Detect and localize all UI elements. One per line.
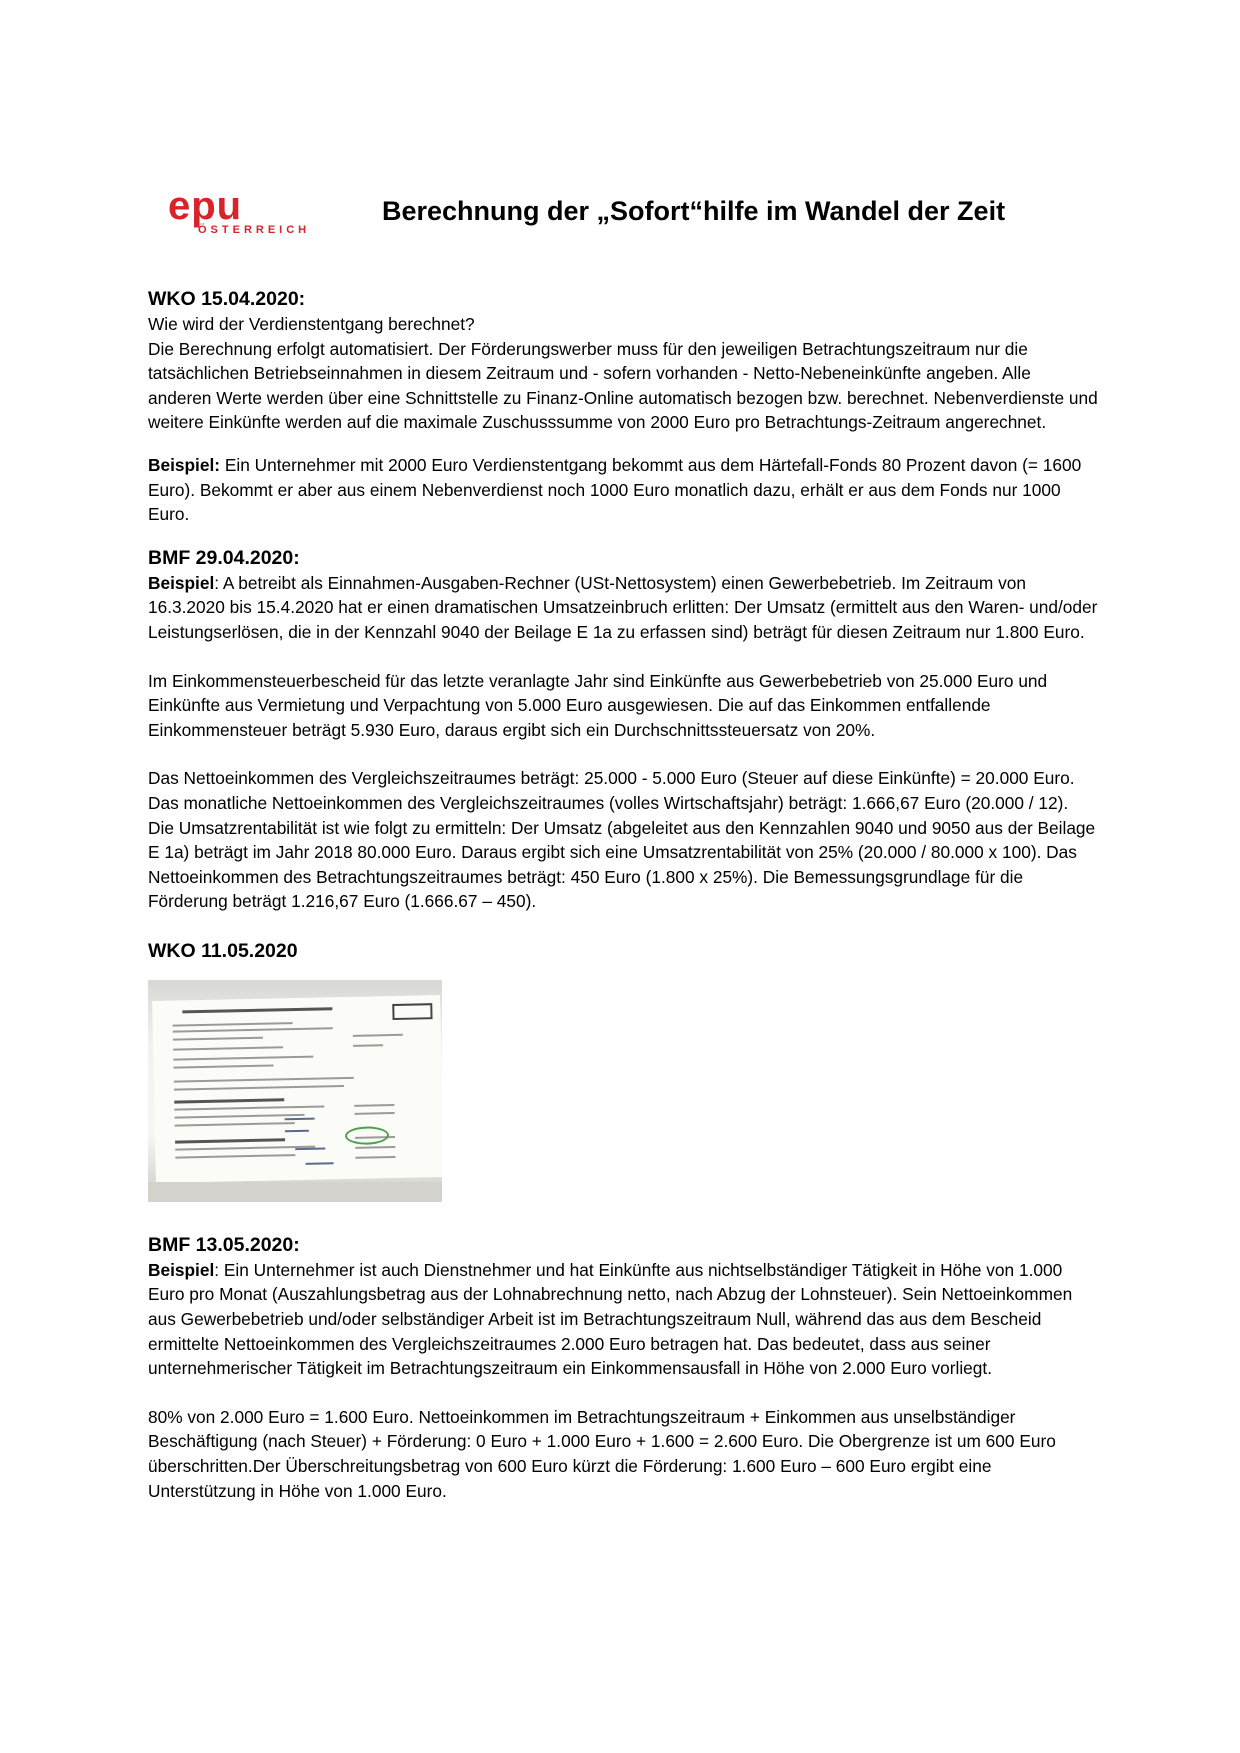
wko-logo-icon xyxy=(392,1003,432,1020)
example-label: Beispiel: xyxy=(148,454,221,475)
section-heading-bmf-1305: BMF 13.05.2020: xyxy=(148,1233,300,1256)
bmf2-example xyxy=(148,1258,1098,1381)
example-text: Ein Unternehmer mit 2000 Euro Verdienstentgang bekommt aus dem Härtefall-Fonds 80 Prozent davon (= 1600 Euro). Bekommt er aber aus einem Nebenverdienst noch 1000 Euro monatlich dazu, erhält er aus dem Fonds nur 1000 Euro. xyxy=(148,454,1082,525)
photo-table-edge xyxy=(148,1182,442,1202)
bmf2-paragraph-2: 80% von 2.000 Euro = 1.600 Euro. Nettoeinkommen im Betrachtungszeitraum + Einkommen aus unselbständiger Beschäftigung (nach Steuer) + Förderung: 0 Euro + 1.000 Euro + 1.600 = 2.600 Euro. Die Obergrenze ist um 600 Euro überschritten.Der Überschreitungsbetrag von 600 Euro kürzt die Förderung: 1.600 Euro – 600 Euro ergibt eine Unterstützung in Höhe von 1.000 Euro. xyxy=(148,1406,1056,1501)
example-label: Beispiel xyxy=(148,1259,215,1280)
epu-logo xyxy=(168,186,318,236)
calculation-sheet-photo xyxy=(148,980,442,1202)
example-text: : A betreibt als Einnahmen-Ausgaben-Rechner (USt-Nettosystem) einen Gewerbebetrieb. Im Zeitraum von 16.3.2020 bis 15.4.2020 hat er einen dramatischen Umsatzeinbruch erlitten: Der Umsatz (ermittelt aus den Waren- und/oder Leistungserlösen, die in der Kennzahl 9040 der Beilage E 1a zu erfassen sind) beträgt für diesen Zeitraum nur 1.800 Euro. xyxy=(148,572,1098,642)
photo-paper-sheet xyxy=(152,995,442,1183)
section-heading-wko-1504: WKO 15.04.2020: xyxy=(148,288,306,310)
section-heading-wko-1105: WKO 11.05.2020 xyxy=(148,939,298,962)
document-body xyxy=(148,286,1098,1503)
wko-question: Wie wird der Verdienstentgang berechnet? xyxy=(148,314,475,334)
wko-example xyxy=(148,453,1098,527)
example-text: : Ein Unternehmer ist auch Dienstnehmer und hat Einkünfte aus nichtselbständiger Tätigkeit in Höhe von 1.000 Euro pro Monat (Auszahlungsbetrag aus der Lohnabrechnung netto, nach Abzug der Lohnsteuer). Sein Nettoeinkommen aus Gewerbebetrieb und/oder selbständiger Arbeit ist im Betrachtungszeitraum Null, während das aus dem Bescheid ermittelte Nettoeinkommen des Vergleichszeitraumes 2.000 Euro betragen hat. Das bedeutet, dass aus seiner unternehmerischer Tätigkeit im Betrachtungszeitraum ein Einkommensausfall in Höhe von 2.000 Euro vorliegt. xyxy=(148,1259,1073,1379)
wko-paragraph: Die Berechnung erfolgt automatisiert. Der Förderungswerber muss für den jeweiligen Betrachtungszeitraum nur die tatsächlichen Betriebseinnahmen in diesem Zeitraum und - sofern vorhanden - Netto-Nebeneinkünfte angeben. Alle anderen Werte werden über eine Schnittstelle zu Finanz-Online automatisch bezogen bzw. berechnet. Nebenverdienste und weitere Einkünfte werden auf die maximale Zuschusssumme von 2000 Euro pro Betrachtungs-Zeitraum angerechnet. xyxy=(148,338,1098,433)
document-title: Berechnung der „Sofort“hilfe im Wandel der Zeit xyxy=(382,196,1006,226)
logo-sub-text: ÖSTERREICH xyxy=(198,224,311,236)
handwritten-circle xyxy=(345,1126,389,1145)
example-label: Beispiel xyxy=(148,572,215,593)
bmf-example xyxy=(148,571,1098,645)
bmf-paragraph-3: Das Nettoeinkommen des Vergleichszeitraumes beträgt: 25.000 - 5.000 Euro (Steuer auf diese Einkünfte) = 20.000 Euro. Das monatliche Nettoeinkommen des Vergleichszeitraumes (volles Wirtschaftsjahr) beträgt: 1.666,67 Euro (20.000 / 12). Die Umsatzrentabilität ist wie folgt zu ermitteln: Der Umsatz (abgeleitet aus den Kennzahlen 9040 und 9050 aus der Beilage E 1a) beträgt im Jahr 2018 80.000 Euro. Daraus ergibt sich eine Umsatzrentabilität von 25% (20.000 / 80.000 x 100). Das Nettoeinkommen des Betrachtungszeitraumes beträgt: 450 Euro (1.800 x 25%). Die Bemessungsgrundlage für die Förderung beträgt 1.216,67 Euro (1.666.67 – 450). xyxy=(148,768,1096,912)
bmf-paragraph-2: Im Einkommensteuerbescheid für das letzte veranlagte Jahr sind Einkünfte aus Gewerbebetrieb von 25.000 Euro und Einkünfte aus Vermietung und Verpachtung von 5.000 Euro ausgewiesen. Die auf das Einkommen entfallende Einkommensteuer beträgt 5.930 Euro, daraus ergibt sich ein Durchschnittssteuersatz von 20%. xyxy=(148,670,1048,740)
section-heading-bmf-2904: BMF 29.04.2020: xyxy=(148,546,300,569)
logo-main-text: epu xyxy=(168,184,243,228)
